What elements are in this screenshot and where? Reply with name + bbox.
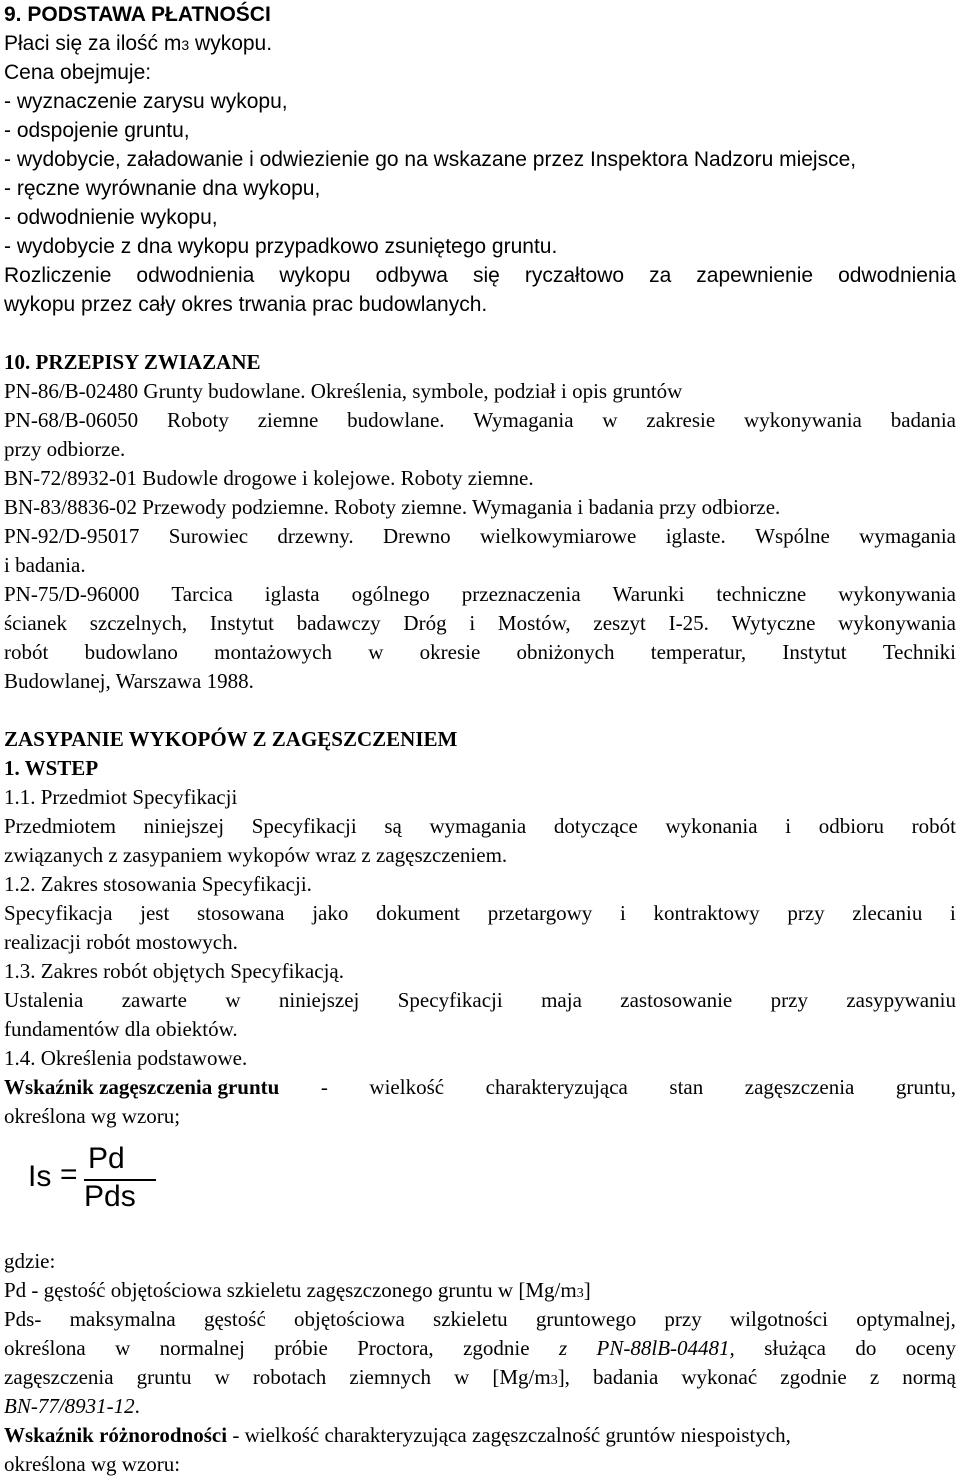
word: ogólnego [351, 582, 430, 606]
word: Pds- [4, 1307, 42, 1331]
word: Rozliczenie [4, 264, 112, 287]
pd-definition: Pd - gęstość objętościowa szkieletu zagęszczonego gruntu w [Mg/m3] [4, 1278, 591, 1302]
word: badawczy [296, 611, 381, 635]
word: montażowych [214, 640, 332, 664]
word: Proctora, [357, 1336, 434, 1360]
paragraph-line [4, 986, 956, 1015]
word: z [558, 1336, 568, 1360]
regulation-item [4, 638, 956, 667]
word: zastosowanie [620, 988, 733, 1012]
word: Mostów, [497, 611, 571, 635]
word: zapewnienie [696, 264, 814, 287]
regulation-item [4, 406, 956, 435]
word: zagęszczenia [744, 1075, 855, 1099]
word: zagęszczenia [4, 1365, 114, 1389]
subsection-title: 1.2. Zakres stosowania Specyfikacji. [4, 872, 312, 896]
paragraph-line: związanych z zasypaniem wykopów wraz z zagęszczeniem. [4, 843, 508, 867]
word: i [469, 611, 476, 635]
document-page [4, 0, 956, 1479]
word: przeznaczenia [461, 582, 581, 606]
word: PN-88lB-04481, [596, 1336, 735, 1360]
word: wykopu [279, 264, 351, 287]
word: określona [4, 1336, 86, 1360]
word: w [602, 408, 618, 432]
pds-definition [4, 1334, 956, 1363]
word: odbioru [818, 814, 885, 838]
word: przy [787, 901, 825, 925]
word: [Mg/m3], [492, 1363, 570, 1392]
word: za [649, 264, 672, 287]
word: PN-92/D-95017 [4, 524, 140, 548]
word: Roboty [167, 408, 229, 432]
word: wymagania [429, 814, 527, 838]
word: temperatur, [650, 640, 747, 664]
paragraph-line: realizacji robót mostowych. [4, 930, 238, 954]
word: przy [770, 988, 808, 1012]
price-item: - odwodnienie wykopu, [4, 206, 218, 229]
subsection-title: 1.1. Przedmiot Specyfikacji [4, 785, 238, 809]
price-intro: Cena obejmuje: [4, 61, 152, 84]
payment-basis: Płaci się za ilość m3 wykopu. [4, 32, 273, 55]
word: wielkowymiarowe [480, 524, 637, 548]
price-item: - wyznaczenie zarysu wykopu, [4, 90, 288, 113]
regulation-item [4, 522, 956, 551]
superscript: 3 [550, 1373, 558, 1388]
regulation-item: BN-83/8836-02 Przewody podziemne. Roboty ziemne. Wymagania i badania przy odbiorze. [4, 495, 781, 519]
word: zakresie [646, 408, 716, 432]
word: - [320, 1075, 328, 1099]
word: maja [541, 988, 582, 1012]
word: przy [664, 1307, 702, 1331]
definition-term: Wskaźnik różnorodności [4, 1423, 228, 1447]
word: wykonywania [838, 611, 956, 635]
word: odwodnienia [838, 264, 956, 287]
word: PN-68/B-06050 [4, 408, 139, 432]
word: obniżonych [516, 640, 615, 664]
word: maksymalna [69, 1307, 176, 1331]
regulation-item: przy odbiorze. [4, 437, 126, 461]
word: w [454, 1365, 470, 1389]
settlement-line: wykopu przez cały okres trwania prac budowlanych. [4, 293, 488, 316]
price-item: - wydobycie z dna wykopu przypadkowo zsuniętego gruntu. [4, 235, 558, 258]
regulation-item: i badania. [4, 553, 86, 577]
word: zeszyt [593, 611, 646, 635]
price-item: - wydobycie, załadowanie i odwiezienie go na wskazane przez Inspektora Nadzoru miejsce, [4, 148, 857, 171]
word: zlecaniu [852, 901, 923, 925]
word: niniejszej [143, 814, 225, 838]
definition-line: określona wg wzoru; [4, 1104, 181, 1128]
word: i [619, 901, 626, 925]
word: do [855, 1336, 877, 1360]
word: I-25. [668, 611, 709, 635]
pds-definition [4, 1305, 956, 1334]
word: gruntu, [895, 1075, 956, 1099]
word: Dróg [403, 611, 447, 635]
word: w [225, 988, 241, 1012]
word: dokument [376, 901, 461, 925]
word: wymagania [859, 524, 956, 548]
word: wielkość [369, 1075, 445, 1099]
word: ziemne [257, 408, 319, 432]
word: zawarte [121, 988, 187, 1012]
word: w [115, 1336, 131, 1360]
definition-line: określona wg wzoru: [4, 1452, 181, 1476]
regulation-item [4, 580, 956, 609]
definition-term: Wskaźnik zagęszczenia gruntu [4, 1075, 280, 1099]
word: techniczne [716, 582, 807, 606]
paragraph-line [4, 812, 956, 841]
word: z [869, 1365, 880, 1389]
word: Drewno [382, 524, 451, 548]
word: Przedmiotem [4, 814, 116, 838]
word: wykonywania [744, 408, 862, 432]
word: ryczałtowo [524, 264, 625, 287]
word: zgodnie [463, 1336, 530, 1360]
subsection-title: 1.3. Zakres robót objętych Specyfikacją. [4, 959, 344, 983]
word: charakteryzująca [485, 1075, 628, 1099]
word: Wspólne [755, 524, 830, 548]
formula-numerator: Pd [88, 1142, 125, 1175]
word: Instytut [209, 611, 274, 635]
section-9-heading: 9. PODSTAWA PŁATNOŚCI [4, 3, 271, 26]
formula-equals: = [60, 1158, 78, 1191]
word: dotyczące [553, 814, 638, 838]
regulation-item: BN-72/8932-01 Budowle drogowe i kolejowe. Roboty ziemne. [4, 466, 534, 490]
word: w [368, 640, 384, 664]
formula-denominator: Pds [84, 1180, 136, 1213]
pds-definition: BN-77/8931-12. [4, 1394, 140, 1418]
gdzie-label: gdzie: [4, 1249, 56, 1273]
subsection-heading: 1. WSTEP [4, 756, 99, 780]
word: badania [890, 408, 956, 432]
definition-line [4, 1073, 956, 1102]
word: są [384, 814, 402, 838]
compaction-formula [24, 1142, 144, 1214]
word: w [214, 1365, 230, 1389]
spacer [4, 696, 956, 725]
word: służąca [764, 1336, 826, 1360]
word: wilgotności [729, 1307, 828, 1331]
word: Instytut [782, 640, 847, 664]
definition-line: Wskaźnik różnorodności - wielkość charakteryzująca zagęszczalność gruntów niespoistych, [4, 1423, 791, 1447]
price-item: - ręczne wyrównanie dna wykopu, [4, 177, 321, 200]
word: jest [140, 901, 170, 925]
word: odbywa [375, 264, 448, 287]
word: i [785, 814, 792, 838]
word: ścianek [4, 611, 67, 635]
word: Wytyczne [731, 611, 816, 635]
word: odwodnienia [136, 264, 255, 287]
word: Warunki [612, 582, 685, 606]
word: próbie [274, 1336, 328, 1360]
section-10-heading: 10. PRZEPISY ZWIAZANE [4, 350, 261, 374]
word: normą [902, 1365, 956, 1389]
word: niniejszej [278, 988, 360, 1012]
word: wykonania [665, 814, 758, 838]
section-heading: ZASYPANIE WYKOPÓW Z ZAGĘSZCZENIEM [4, 727, 458, 751]
word: wykonać [681, 1365, 758, 1389]
regulation-item: Budowlanej, Warszawa 1988. [4, 669, 254, 693]
subsection-title: 1.4. Określenia podstawowe. [4, 1046, 248, 1070]
word: Surowiec [168, 524, 249, 548]
paragraph-line [4, 899, 956, 928]
regulation-item: PN-86/B-02480 Grunty budowlane. Określenia, symbole, podział i opis gruntów [4, 379, 683, 403]
word: gruntu [136, 1365, 192, 1389]
word: kontraktowy [653, 901, 760, 925]
word: Wymagania [473, 408, 574, 432]
word: wykonywania [838, 582, 956, 606]
word: iglasta [264, 582, 320, 606]
pds-definition [4, 1363, 956, 1392]
word: robót [4, 640, 49, 664]
word: szczelnych, [89, 611, 188, 635]
word: zasypywaniu [846, 988, 956, 1012]
regulation-item [4, 609, 956, 638]
formula-lhs: Is [28, 1160, 52, 1193]
word: Ustalenia [4, 988, 84, 1012]
word: robót [911, 814, 956, 838]
word: optymalnej, [856, 1307, 956, 1331]
formula-space [4, 1131, 956, 1247]
word: drzewny. [277, 524, 354, 548]
word: stan [669, 1075, 704, 1099]
word: objętościowa [293, 1307, 405, 1331]
word: Specyfikacji [397, 988, 503, 1012]
word: i [950, 901, 956, 925]
word: jako [312, 901, 349, 925]
word: się [472, 264, 500, 287]
word: gruntowego [535, 1307, 637, 1331]
word: Specyfikacji [251, 814, 357, 838]
word: oceny [905, 1336, 956, 1360]
price-item: - odspojenie gruntu, [4, 119, 190, 142]
word: ziemnych [349, 1365, 432, 1389]
word: gęstość [203, 1307, 266, 1331]
word: iglaste. [665, 524, 726, 548]
word: stosowana [197, 901, 285, 925]
spacer [4, 319, 956, 348]
paragraph-line: fundamentów dla obiektów. [4, 1017, 238, 1041]
word: budowlano [84, 640, 178, 664]
word: Tarcica [171, 582, 233, 606]
word: badania [593, 1365, 659, 1389]
word: okresie [419, 640, 481, 664]
word: zgodnie [780, 1365, 847, 1389]
word: przetargowy [487, 901, 593, 925]
word: Techniki [882, 640, 956, 664]
word: robotach [252, 1365, 327, 1389]
settlement-line [4, 261, 956, 290]
word: budowlane. [347, 408, 445, 432]
word: normalnej [159, 1336, 245, 1360]
word: PN-75/D-96000 [4, 582, 140, 606]
word: szkieletu [433, 1307, 508, 1331]
word: Specyfikacja [4, 901, 113, 925]
